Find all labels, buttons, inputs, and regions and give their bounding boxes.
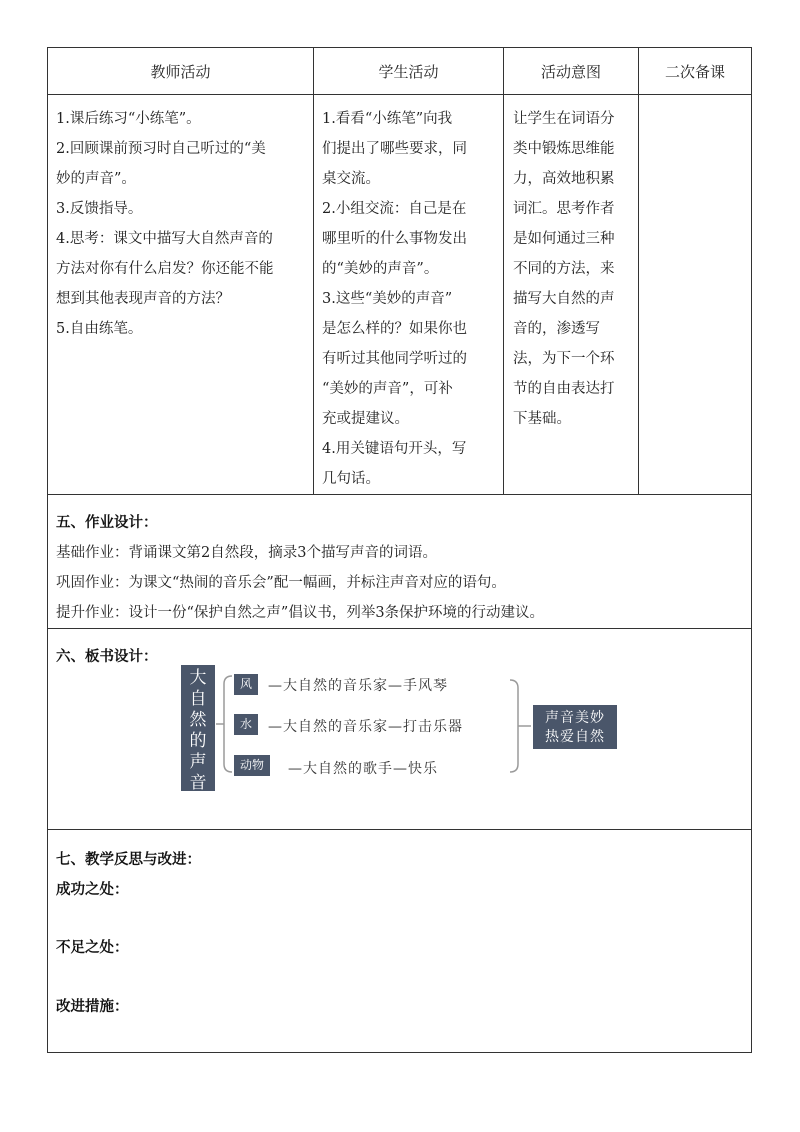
student-line: 是怎么样的？如果你也	[322, 321, 467, 337]
teacher-line: 4.思考：课文中描写大自然声音的	[56, 231, 273, 247]
student-line: 们提出了哪些要求，同	[322, 141, 467, 157]
left-bracket	[224, 676, 232, 772]
board-row-animals: —大自然的歌手—快乐	[288, 761, 438, 777]
header-student-activity: 学生活动	[378, 62, 439, 81]
board-main-char: 然	[189, 710, 207, 730]
reflection-title: 七、教学反思与改进：	[56, 852, 201, 868]
header-teacher-activity: 教师活动	[150, 62, 211, 81]
teacher-line: 方法对你有什么启发？你还能不能	[56, 261, 274, 277]
student-line: 哪里听的什么事物发出	[322, 231, 467, 247]
board-main-char: 自	[189, 689, 207, 709]
reflection-success-label: 成功之处：	[56, 882, 129, 898]
intent-line: 描写大自然的声	[513, 291, 615, 307]
student-line: 2.小组交流：自己是在	[322, 201, 467, 217]
board-result-line: 热爱自然	[545, 729, 605, 745]
board-tag-wind: 风	[234, 674, 258, 695]
reflection-shortcoming-label: 不足之处：	[56, 940, 129, 956]
teacher-line: 想到其他表现声音的方法？	[56, 291, 230, 307]
student-line: 的“美妙的声音”。	[322, 261, 439, 277]
board-main-char: 声	[189, 752, 207, 772]
intent-line: 节的自由表达打	[513, 381, 615, 397]
student-line: 3.这些“美妙的声音”	[322, 291, 453, 307]
reflection-improvement-label: 改进措施：	[56, 999, 129, 1015]
intent-line: 法，为下一个环	[513, 351, 615, 367]
teacher-line: 3.反馈指导。	[56, 201, 143, 217]
student-line: “美妙的声音”，可补	[322, 381, 453, 397]
teacher-line: 妙的声音”。	[56, 171, 136, 187]
intent-line: 下基础。	[513, 411, 571, 427]
board-row-wind: —大自然的音乐家—手风琴	[268, 678, 448, 694]
right-bracket	[510, 680, 518, 772]
board-row-water: —大自然的音乐家—打击乐器	[268, 719, 463, 735]
board-main-char: 音	[189, 773, 207, 793]
student-line: 几句话。	[322, 471, 380, 487]
intent-line: 力，高效地积累	[513, 171, 615, 187]
intent-line: 是如何通过三种	[513, 231, 615, 247]
board-tag-water: 水	[234, 714, 258, 735]
intent-line: 类中锻炼思维能	[513, 141, 615, 157]
header-second-prep: 二次备课	[664, 62, 725, 81]
student-line: 充或提建议。	[322, 411, 409, 427]
student-line: 有听过其他同学听过的	[322, 351, 467, 367]
intent-line: 让学生在词语分	[513, 111, 615, 127]
board-result-line: 声音美妙	[545, 710, 605, 726]
student-line: 1.看看“小练笔”向我	[322, 111, 453, 127]
board-result-box	[533, 705, 617, 749]
homework-basic: 基础作业：背诵课文第2自然段，摘录3个描写声音的词语。	[56, 545, 437, 561]
homework-title: 五、作业设计：	[56, 515, 158, 531]
board-tag-animals: 动物	[234, 755, 270, 776]
teacher-line: 1.课后练习“小练笔”。	[56, 111, 201, 127]
teacher-line: 5.自由练笔。	[56, 321, 143, 337]
board-main-char: 的	[189, 731, 207, 751]
header-activity-intent: 活动意图	[540, 62, 601, 81]
board-main-char: 大	[189, 668, 207, 688]
board-design-title: 六、板书设计：	[56, 649, 158, 665]
intent-line: 词汇。思考作者	[513, 201, 615, 217]
homework-advanced: 提升作业：设计一份“保护自然之声”倡议书，列举3条保护环境的行动建议。	[56, 605, 545, 621]
student-line: 桌交流。	[322, 171, 380, 187]
homework-consolidate: 巩固作业：为课文“热闹的音乐会”配一幅画，并标注声音对应的语句。	[56, 575, 506, 591]
intent-line: 不同的方法，来	[513, 261, 615, 277]
student-line: 4.用关键语句开头，写	[322, 441, 467, 457]
intent-line: 音的，渗透写	[513, 321, 600, 337]
teacher-line: 2.回顾课前预习时自己听过的“美	[56, 141, 266, 157]
